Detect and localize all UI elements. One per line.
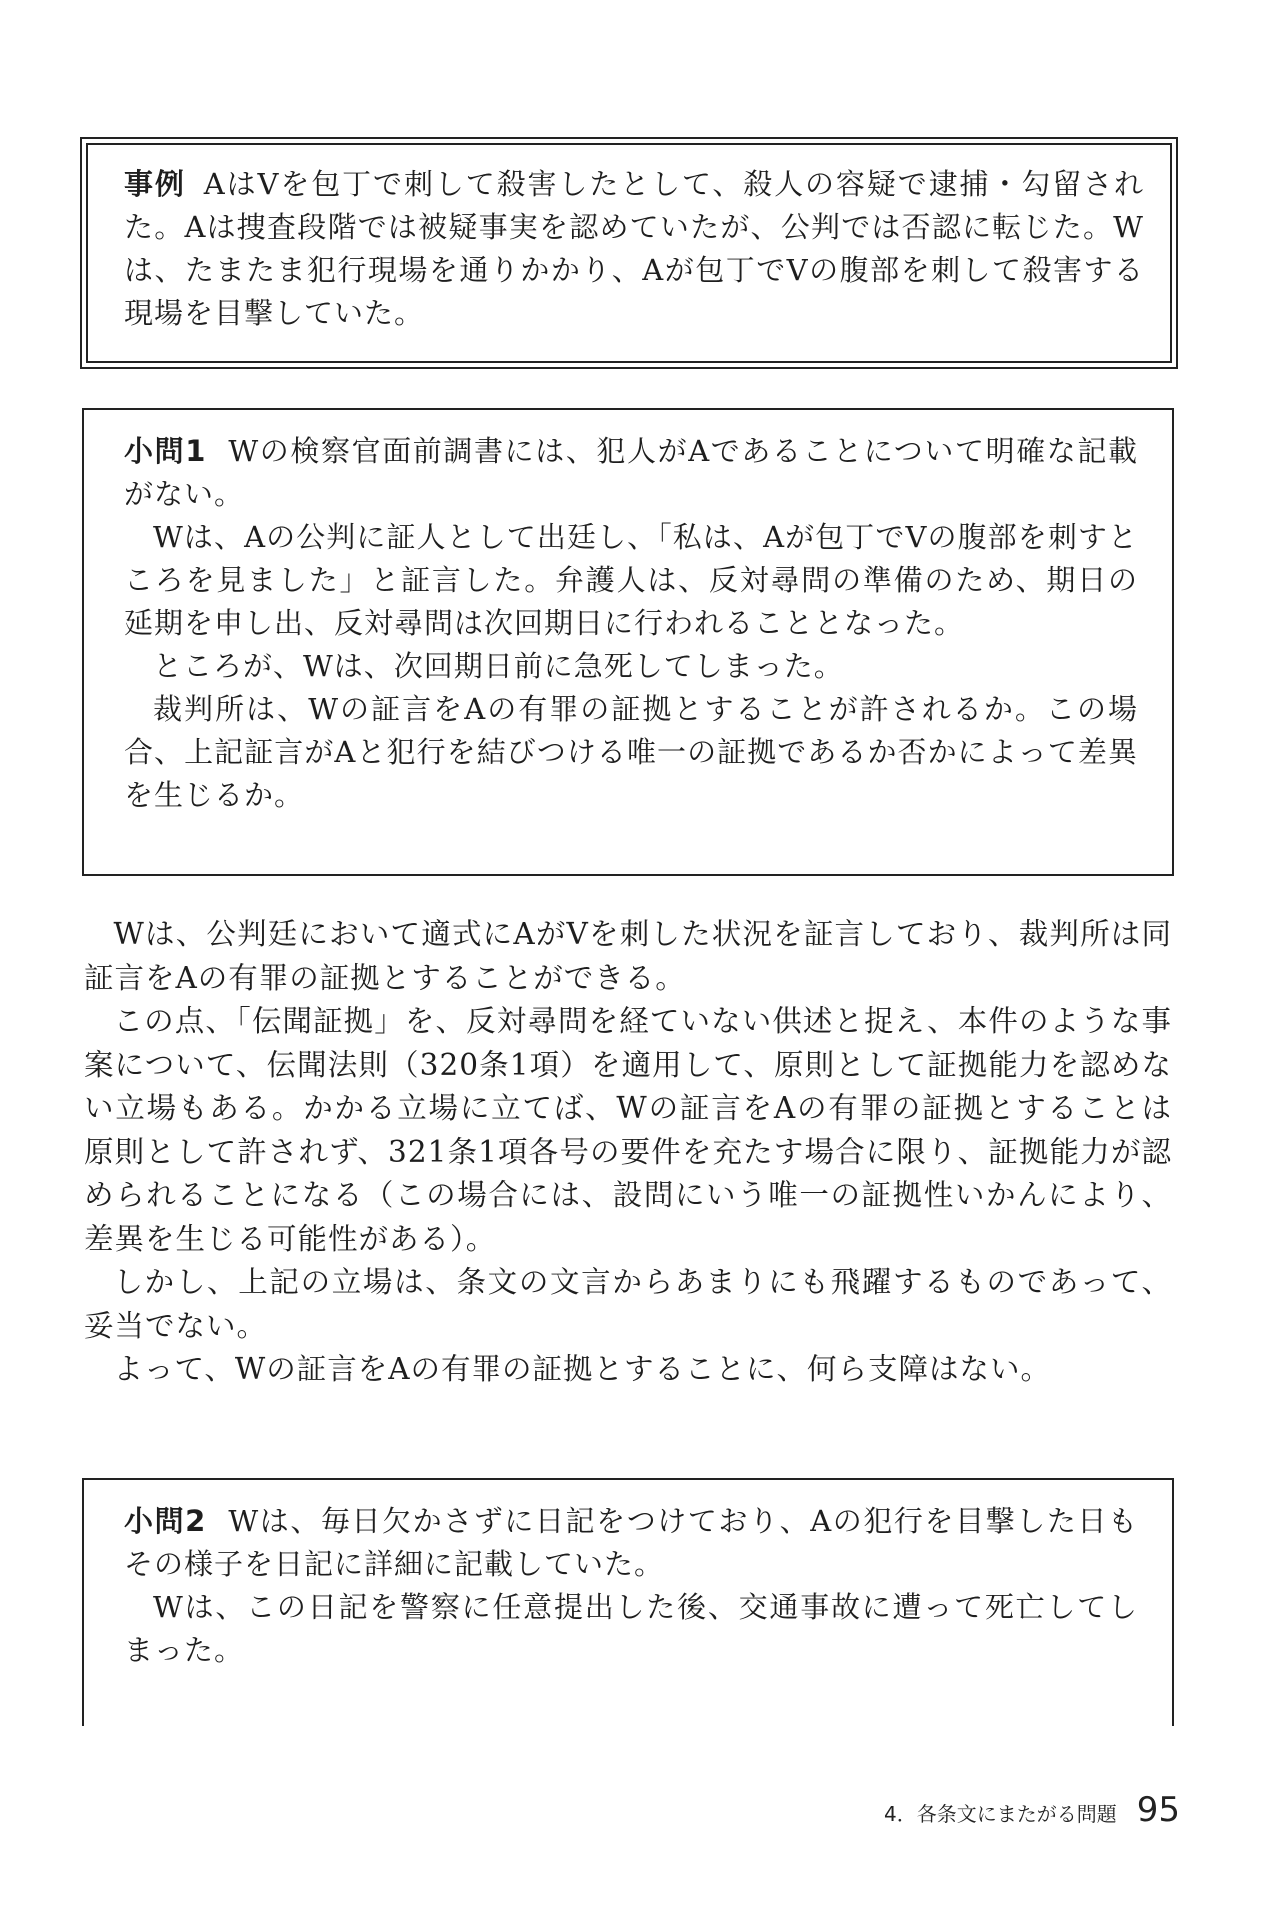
case-box [80,137,1178,369]
case-title: 事例 [124,167,186,201]
answer-paragraph: Wは、公判廷において適式にAがVを刺した状況を証言しており、裁判所は同証言をAの有罪の証拠とすることができる。 [84,917,1172,995]
question-2-first-paragraph [124,1500,1138,1586]
question-2-first-text: Wは、毎日欠かさずに日記をつけており、Aの犯行を目撃した日もその様子を日記に詳細に記載していた。 [124,1504,1138,1581]
case-text: AはVを包丁で刺して殺害したとして、殺人の容疑で逮捕・勾留された。Aは捜査段階では被疑事実を認めていたが、公判では否認に転じた。Wは、たまたま犯行現場を通りかかり、Aが包丁でVの腹部を刺して殺害する現場を目撃していた。 [124,167,1144,330]
question-1-first-paragraph [124,430,1138,516]
page-footer [840,1790,1180,1830]
question-2-box [82,1478,1174,1726]
answer-paragraph: よって、Wの証言をAの有罪の証拠とすることに、何ら支障はない。 [113,1352,1052,1386]
question-1-first-text: Wの検察官面前調書には、犯人がAであることについて明確な記載がない。 [124,434,1138,511]
case-paragraph [124,163,1144,335]
question-1-paragraph: Wは、Aの公判に証人として出廷し、「私は、Aが包丁でVの腹部を刺すところを見ました」と証言した。弁護人は、反対尋問の準備のため、期日の延期を申し出、反対尋問は次回期日に行われることとなった。 [124,520,1138,640]
question-2-paragraph: Wは、この日記を警察に任意提出した後、交通事故に遭って死亡してしまった。 [124,1590,1138,1667]
question-1-box [82,408,1174,876]
question-1-paragraph: ところが、Wは、次回期日前に急死してしまった。 [153,649,844,683]
question-1-title: 小問1 [124,434,207,468]
case-box-inner [86,143,1172,363]
footer-section-title: 4．各条文にまたがる問題 [884,1802,1117,1826]
answer-section [84,913,1172,1392]
answer-paragraph: この点、「伝聞証拠」を、反対尋問を経ていない供述と捉え、本件のような事案について、伝聞法則（320条1項）を適用して、原則として証拠能力を認めない立場もある。かかる立場に立てば、Wの証言をAの有罪の証拠とすることは原則として許されず、321条1項各号の要件を充たす場合に限り、証拠能力が認められることになる（この場合には、設問にいう唯一の証拠性いかんにより、差異を生じる可能性がある）。 [84,1004,1172,1256]
question-2-title: 小問2 [124,1504,207,1538]
answer-paragraph: しかし、上記の立場は、条文の文言からあまりにも飛躍するものであって、妥当でない。 [84,1265,1172,1343]
page-number: 95 [1136,1790,1180,1830]
question-1-paragraph: 裁判所は、Wの証言をAの有罪の証拠とすることが許されるか。この場合、上記証言がAと犯行を結びつける唯一の証拠であるか否かによって差異を生じるか。 [124,692,1138,812]
